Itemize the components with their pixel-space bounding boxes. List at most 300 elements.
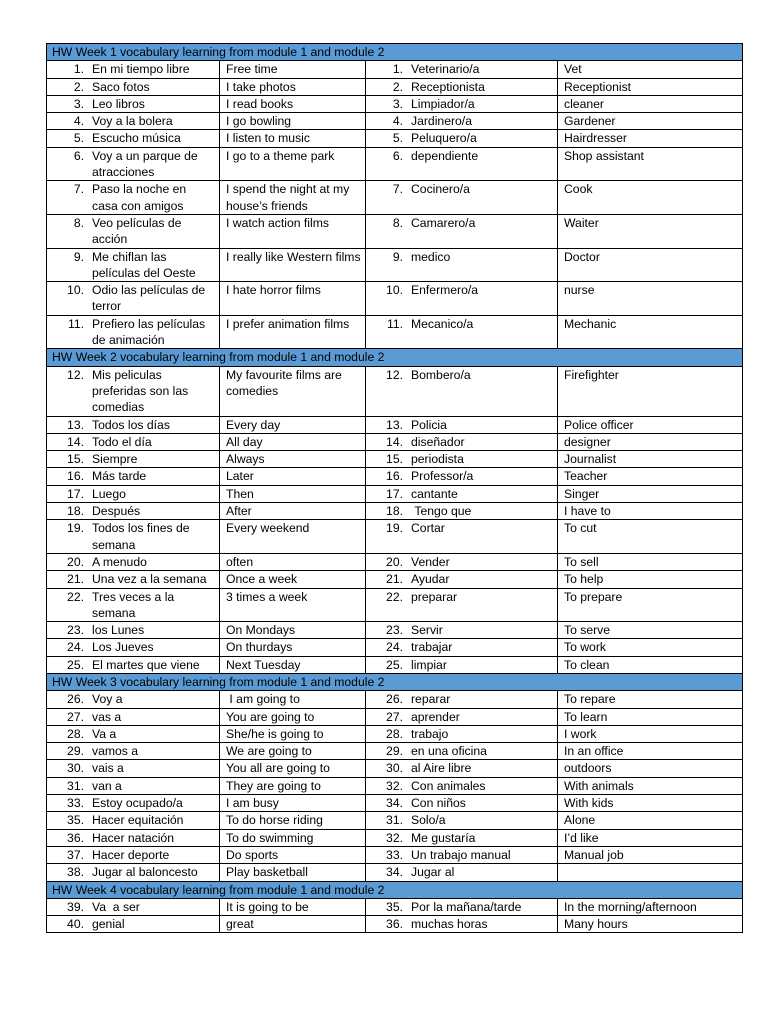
spanish-term: al Aire libre xyxy=(411,761,472,776)
spanish-cell-right xyxy=(366,829,558,846)
spanish-cell-right xyxy=(366,553,558,570)
spanish-cell-right xyxy=(366,588,558,622)
spanish-term: Voy a la bolera xyxy=(92,114,173,129)
english-translation: All day xyxy=(220,433,366,450)
vocab-row xyxy=(47,468,743,485)
english-translation: Teacher xyxy=(558,468,743,485)
item-number: 13. xyxy=(67,417,84,432)
item-number: 4. xyxy=(392,114,403,129)
item-number: 25. xyxy=(386,657,403,672)
spanish-term: van a xyxy=(92,778,122,793)
english-translation: Manual job xyxy=(558,846,743,863)
english-translation: Play basketball xyxy=(220,864,366,881)
english-translation: I am busy xyxy=(220,795,366,812)
item-number: 4. xyxy=(73,114,84,129)
item-number: 36. xyxy=(67,830,84,845)
spanish-term: Cortar xyxy=(411,521,445,536)
spanish-cell-right xyxy=(366,846,558,863)
spanish-term: periodista xyxy=(411,452,464,467)
english-translation: Mechanic xyxy=(558,315,743,349)
english-translation: It is going to be xyxy=(220,898,366,915)
spanish-cell-right xyxy=(366,315,558,349)
item-number: 21. xyxy=(67,572,84,587)
spanish-cell-right xyxy=(366,61,558,78)
vocab-row xyxy=(47,656,743,673)
item-number: 24. xyxy=(67,640,84,655)
english-translation: great xyxy=(220,916,366,933)
vocabulary-table xyxy=(46,43,743,933)
spanish-term: Leo libros xyxy=(92,96,145,111)
spanish-cell-right xyxy=(366,214,558,248)
english-translation: I work xyxy=(558,725,743,742)
english-translation: With kids xyxy=(558,795,743,812)
vocab-row xyxy=(47,485,743,502)
english-translation: I go bowling xyxy=(220,113,366,130)
spanish-cell-right xyxy=(366,812,558,829)
item-number: 26. xyxy=(67,692,84,707)
vocab-row xyxy=(47,916,743,933)
english-translation: I’d like xyxy=(558,829,743,846)
item-number: 12. xyxy=(386,367,403,382)
item-number: 1. xyxy=(73,62,84,77)
item-number: 36. xyxy=(386,917,403,932)
english-translation: outdoors xyxy=(558,760,743,777)
spanish-cell-right xyxy=(366,130,558,147)
spanish-term: Paso la noche en casa con amigos xyxy=(92,182,190,213)
spanish-term: Jugar al xyxy=(411,865,455,880)
spanish-cell-right xyxy=(366,78,558,95)
spanish-cell-right xyxy=(366,468,558,485)
vocab-row xyxy=(47,829,743,846)
vocab-row xyxy=(47,725,743,742)
spanish-cell-left xyxy=(47,282,220,316)
spanish-cell-left xyxy=(47,147,220,181)
english-translation: They are going to xyxy=(220,777,366,794)
vocab-row xyxy=(47,248,743,282)
spanish-term: Siempre xyxy=(92,452,138,467)
spanish-term: Solo/a xyxy=(411,813,446,828)
spanish-term: Servir xyxy=(411,623,443,638)
spanish-term: medico xyxy=(411,249,451,264)
spanish-term: Veo películas de acción xyxy=(92,215,185,247)
item-number: 14. xyxy=(386,434,403,449)
spanish-term: Con niños xyxy=(411,796,466,811)
item-number: 18. xyxy=(67,504,84,519)
spanish-cell-right xyxy=(366,656,558,673)
spanish-cell-left xyxy=(47,571,220,588)
item-number: 16. xyxy=(386,469,403,484)
spanish-term: Professor/a xyxy=(411,469,474,484)
item-number: 22. xyxy=(67,589,84,604)
item-number: 8. xyxy=(73,215,84,230)
spanish-term: Tengo que xyxy=(411,504,472,519)
item-number: 26. xyxy=(386,692,403,707)
english-translation: Every weekend xyxy=(220,520,366,554)
spanish-term: Una vez a la semana xyxy=(92,572,207,587)
item-number: 23. xyxy=(386,623,403,638)
spanish-cell-left xyxy=(47,366,220,416)
english-translation: I read books xyxy=(220,95,366,112)
spanish-term: En mi tiempo libre xyxy=(92,62,190,77)
item-number: 1. xyxy=(392,62,403,77)
english-translation: I watch action films xyxy=(220,214,366,248)
item-number: 31. xyxy=(67,778,84,793)
spanish-cell-right xyxy=(366,708,558,725)
spanish-cell-left xyxy=(47,78,220,95)
english-translation: To work xyxy=(558,639,743,656)
spanish-cell-left xyxy=(47,248,220,282)
item-number: 37. xyxy=(67,847,84,862)
spanish-cell-left xyxy=(47,898,220,915)
item-number: 16. xyxy=(67,469,84,484)
item-number: 3. xyxy=(73,96,84,111)
english-translation: To learn xyxy=(558,708,743,725)
spanish-term: Va a xyxy=(92,726,117,741)
item-number: 38. xyxy=(67,865,84,880)
english-translation: To do horse riding xyxy=(220,812,366,829)
spanish-cell-left xyxy=(47,916,220,933)
item-number: 23. xyxy=(67,623,84,638)
vocab-row xyxy=(47,520,743,554)
item-number: 22. xyxy=(386,589,403,604)
english-translation: I have to xyxy=(558,503,743,520)
item-number: 2. xyxy=(392,79,403,94)
item-number: 39. xyxy=(67,899,84,914)
spanish-cell-right xyxy=(366,898,558,915)
spanish-term: vais a xyxy=(92,761,124,776)
english-translation: I am going to xyxy=(220,691,366,708)
spanish-term: en una oficina xyxy=(411,744,487,759)
spanish-term: Enfermero/a xyxy=(411,283,479,298)
spanish-cell-right xyxy=(366,520,558,554)
vocab-row xyxy=(47,315,743,349)
spanish-term: muchas horas xyxy=(411,917,488,932)
item-number: 10. xyxy=(67,283,84,298)
english-translation: Vet xyxy=(558,61,743,78)
vocab-row xyxy=(47,588,743,622)
item-number: 24. xyxy=(386,640,403,655)
english-translation: Journalist xyxy=(558,451,743,468)
english-translation: You all are going to xyxy=(220,760,366,777)
item-number: 12. xyxy=(67,367,84,382)
vocab-row xyxy=(47,898,743,915)
week-header: HW Week 1 vocabulary learning from module 1 and module 2 xyxy=(47,44,743,61)
vocab-row xyxy=(47,366,743,416)
week-header-row xyxy=(47,44,743,61)
english-translation: Singer xyxy=(558,485,743,502)
spanish-cell-left xyxy=(47,777,220,794)
english-translation: Receptionist xyxy=(558,78,743,95)
vocab-row xyxy=(47,777,743,794)
vocab-row xyxy=(47,78,743,95)
vocab-row xyxy=(47,691,743,708)
english-translation: To prepare xyxy=(558,588,743,622)
vocab-row xyxy=(47,639,743,656)
item-number: 27. xyxy=(386,709,403,724)
item-number: 7. xyxy=(392,182,403,197)
spanish-cell-left xyxy=(47,433,220,450)
week-header: HW Week 2 vocabulary learning from module 1 and module 2 xyxy=(47,349,743,366)
english-translation xyxy=(558,864,743,881)
spanish-term: reparar xyxy=(411,692,451,707)
spanish-term: Voy a un parque de atracciones xyxy=(92,148,202,180)
item-number: 9. xyxy=(73,249,84,264)
english-translation: Waiter xyxy=(558,214,743,248)
spanish-cell-left xyxy=(47,656,220,673)
spanish-cell-left xyxy=(47,416,220,433)
spanish-term: Ayudar xyxy=(411,572,450,587)
vocab-row xyxy=(47,760,743,777)
english-translation: Every day xyxy=(220,416,366,433)
spanish-term: Prefiero las películas de animación xyxy=(92,316,209,348)
spanish-term: Policia xyxy=(411,417,447,432)
vocab-row xyxy=(47,181,743,215)
spanish-cell-left xyxy=(47,468,220,485)
english-translation: Later xyxy=(220,468,366,485)
item-number: 8. xyxy=(392,215,403,230)
spanish-term: Limpiador/a xyxy=(411,96,475,111)
spanish-term: Mis peliculas preferidas son las comedias xyxy=(92,367,192,415)
spanish-cell-left xyxy=(47,864,220,881)
english-translation: We are going to xyxy=(220,743,366,760)
vocab-row xyxy=(47,864,743,881)
spanish-term: A menudo xyxy=(92,554,147,569)
spanish-cell-left xyxy=(47,743,220,760)
spanish-cell-left xyxy=(47,61,220,78)
item-number: 17. xyxy=(67,486,84,501)
spanish-cell-right xyxy=(366,416,558,433)
vocab-row xyxy=(47,282,743,316)
item-number: 11. xyxy=(386,316,403,331)
vocab-row xyxy=(47,503,743,520)
spanish-cell-right xyxy=(366,282,558,316)
item-number: 10. xyxy=(386,283,403,298)
english-translation: designer xyxy=(558,433,743,450)
vocab-row xyxy=(47,451,743,468)
spanish-cell-left xyxy=(47,846,220,863)
item-number: 35. xyxy=(67,813,84,828)
english-translation: Shop assistant xyxy=(558,147,743,181)
item-number: 35. xyxy=(386,899,403,914)
spanish-cell-right xyxy=(366,622,558,639)
item-number: 5. xyxy=(73,131,84,146)
spanish-cell-right xyxy=(366,639,558,656)
vocab-row xyxy=(47,130,743,147)
english-translation: My favourite films are comedies xyxy=(220,366,366,416)
spanish-term: Todos los fines de semana xyxy=(92,521,193,552)
spanish-term: Todo el día xyxy=(92,434,152,449)
english-translation: I take photos xyxy=(220,78,366,95)
spanish-term: aprender xyxy=(411,709,460,724)
spanish-cell-right xyxy=(366,864,558,881)
english-translation: Police officer xyxy=(558,416,743,433)
spanish-cell-left xyxy=(47,639,220,656)
english-translation: In an office xyxy=(558,743,743,760)
spanish-term: Va a ser xyxy=(92,899,140,914)
spanish-cell-left xyxy=(47,503,220,520)
item-number: 9. xyxy=(392,249,403,264)
vocab-row xyxy=(47,147,743,181)
vocab-row xyxy=(47,846,743,863)
item-number: 21. xyxy=(386,572,403,587)
spanish-cell-right xyxy=(366,916,558,933)
english-translation: On thurdays xyxy=(220,639,366,656)
spanish-term: Voy a xyxy=(92,692,123,707)
vocab-row xyxy=(47,795,743,812)
english-translation: She/he is going to xyxy=(220,725,366,742)
item-number: 28. xyxy=(386,726,403,741)
vocab-row xyxy=(47,113,743,130)
vocab-row xyxy=(47,708,743,725)
spanish-term: limpiar xyxy=(411,657,447,672)
english-translation: To sell xyxy=(558,553,743,570)
item-number: 7. xyxy=(73,182,84,197)
english-translation: Next Tuesday xyxy=(220,656,366,673)
english-translation: cleaner xyxy=(558,95,743,112)
english-translation: After xyxy=(220,503,366,520)
item-number: 27. xyxy=(67,709,84,724)
spanish-term: Hacer equitación xyxy=(92,813,184,828)
english-translation: I really like Western films xyxy=(220,248,366,282)
item-number: 34. xyxy=(386,865,403,880)
vocab-row xyxy=(47,743,743,760)
english-translation: Do sports xyxy=(220,846,366,863)
spanish-cell-right xyxy=(366,571,558,588)
english-translation: often xyxy=(220,553,366,570)
spanish-term: Vender xyxy=(411,554,450,569)
spanish-term: Camarero/a xyxy=(411,215,476,230)
spanish-cell-left xyxy=(47,760,220,777)
spanish-term: Luego xyxy=(92,486,126,501)
spanish-term: Después xyxy=(92,504,141,519)
vocab-row xyxy=(47,95,743,112)
spanish-term: dependiente xyxy=(411,148,479,163)
spanish-term: Más tarde xyxy=(92,469,147,484)
english-translation: Firefighter xyxy=(558,366,743,416)
spanish-cell-right xyxy=(366,760,558,777)
week-header-row xyxy=(47,881,743,898)
spanish-term: Mecanico/a xyxy=(411,316,474,331)
spanish-cell-left xyxy=(47,95,220,112)
spanish-term: Peluquero/a xyxy=(411,131,477,146)
spanish-cell-left xyxy=(47,708,220,725)
spanish-cell-right xyxy=(366,113,558,130)
spanish-cell-right xyxy=(366,503,558,520)
spanish-term: vamos a xyxy=(92,744,139,759)
spanish-term: Un trabajo manual xyxy=(411,847,511,862)
spanish-cell-left xyxy=(47,520,220,554)
spanish-cell-left xyxy=(47,691,220,708)
spanish-term: Me chiflan las películas del Oeste xyxy=(92,249,196,280)
english-translation: Free time xyxy=(220,61,366,78)
item-number: 31. xyxy=(386,813,403,828)
spanish-term: Receptionista xyxy=(411,79,485,94)
item-number: 14. xyxy=(67,434,84,449)
week-header: HW Week 4 vocabulary learning from module 1 and module 2 xyxy=(47,881,743,898)
spanish-term: Cocinero/a xyxy=(411,182,470,197)
item-number: 19. xyxy=(67,521,84,536)
spanish-cell-right xyxy=(366,795,558,812)
english-translation: Always xyxy=(220,451,366,468)
spanish-cell-left xyxy=(47,485,220,502)
vocab-row xyxy=(47,61,743,78)
item-number: 5. xyxy=(392,131,403,146)
item-number: 30. xyxy=(67,761,84,776)
english-translation: I hate horror films xyxy=(220,282,366,316)
spanish-term: Odio las películas de terror xyxy=(92,283,209,314)
spanish-cell-left xyxy=(47,553,220,570)
english-translation: With animals xyxy=(558,777,743,794)
spanish-term: Estoy ocupado/a xyxy=(92,796,183,811)
spanish-term: los Lunes xyxy=(92,623,145,638)
item-number: 2. xyxy=(73,79,84,94)
item-number: 18. xyxy=(386,504,403,519)
spanish-term: Jardinero/a xyxy=(411,114,472,129)
english-translation: Then xyxy=(220,485,366,502)
spanish-cell-right xyxy=(366,95,558,112)
item-number: 33. xyxy=(386,847,403,862)
spanish-cell-right xyxy=(366,725,558,742)
spanish-cell-right xyxy=(366,147,558,181)
vocab-row xyxy=(47,214,743,248)
spanish-cell-left xyxy=(47,812,220,829)
spanish-cell-right xyxy=(366,451,558,468)
spanish-cell-left xyxy=(47,795,220,812)
item-number: 11. xyxy=(67,316,84,331)
spanish-cell-right xyxy=(366,691,558,708)
spanish-term: El martes que viene xyxy=(92,657,200,672)
spanish-term: Con animales xyxy=(411,778,486,793)
english-translation: I go to a theme park xyxy=(220,147,366,181)
spanish-cell-left xyxy=(47,451,220,468)
spanish-cell-left xyxy=(47,829,220,846)
spanish-cell-right xyxy=(366,777,558,794)
english-translation: To cut xyxy=(558,520,743,554)
item-number: 32. xyxy=(386,778,403,793)
week-header: HW Week 3 vocabulary learning from module 1 and module 2 xyxy=(47,673,743,690)
spanish-term: Escucho música xyxy=(92,131,181,146)
spanish-term: genial xyxy=(92,917,125,932)
item-number: 15. xyxy=(67,452,84,467)
item-number: 29. xyxy=(386,744,403,759)
item-number: 13. xyxy=(386,417,403,432)
spanish-term: preparar xyxy=(411,589,458,604)
spanish-term: vas a xyxy=(92,709,122,724)
spanish-term: Hacer deporte xyxy=(92,847,170,862)
spanish-term: Los Jueves xyxy=(92,640,154,655)
spanish-term: Me gustaría xyxy=(411,830,476,845)
english-translation: 3 times a week xyxy=(220,588,366,622)
item-number: 3. xyxy=(392,96,403,111)
english-translation: On Mondays xyxy=(220,622,366,639)
spanish-term: Saco fotos xyxy=(92,79,150,94)
english-translation: To serve xyxy=(558,622,743,639)
item-number: 15. xyxy=(386,452,403,467)
english-translation: Many hours xyxy=(558,916,743,933)
week-header-row xyxy=(47,673,743,690)
spanish-cell-left xyxy=(47,622,220,639)
week-header-row xyxy=(47,349,743,366)
spanish-cell-right xyxy=(366,248,558,282)
spanish-cell-left xyxy=(47,315,220,349)
item-number: 33. xyxy=(67,796,84,811)
vocab-row xyxy=(47,812,743,829)
item-number: 19. xyxy=(386,521,403,536)
spanish-term: Por la mañana/tarde xyxy=(411,899,522,914)
item-number: 34. xyxy=(386,796,403,811)
spanish-term: Bombero/a xyxy=(411,367,471,382)
spanish-cell-left xyxy=(47,181,220,215)
